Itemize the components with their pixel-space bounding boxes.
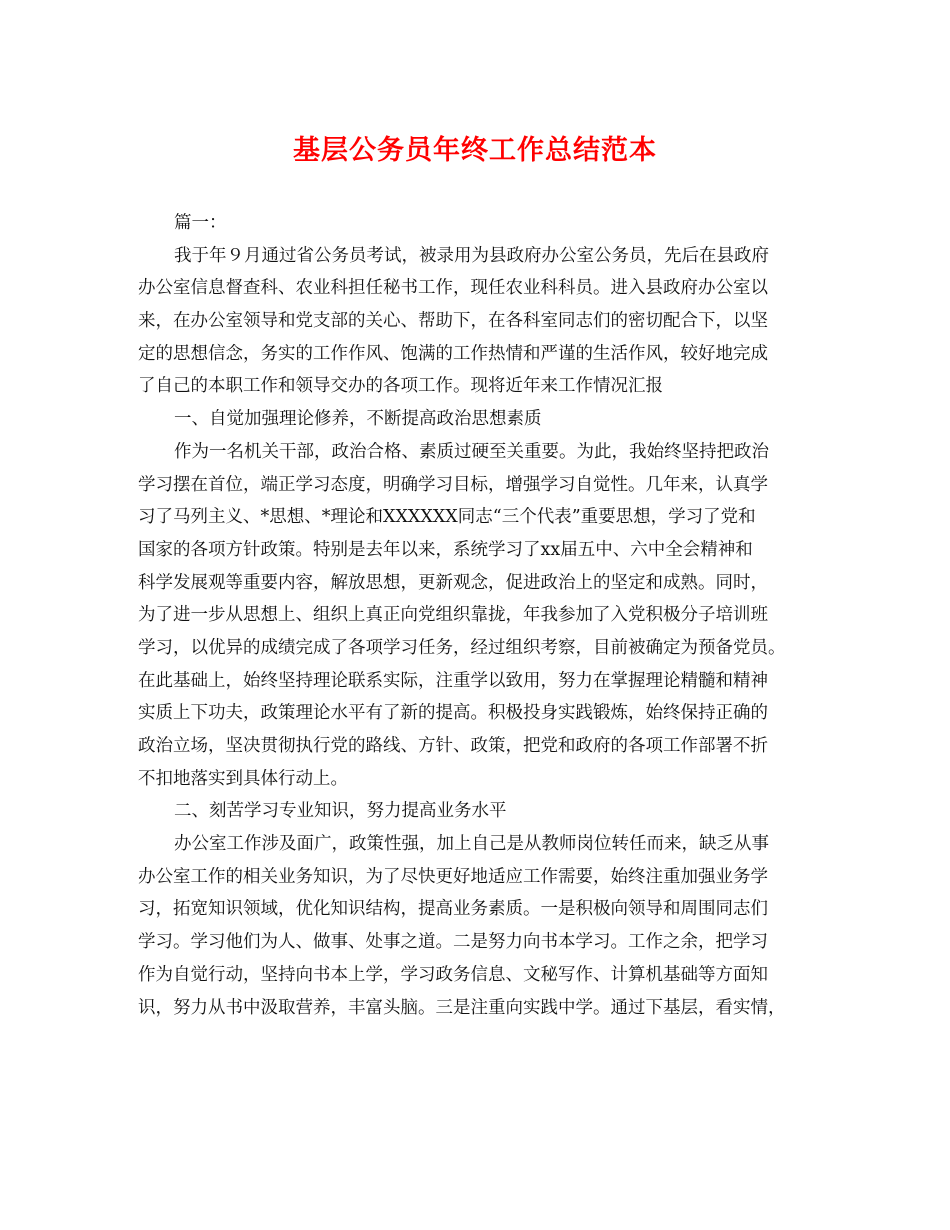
text-line: 来，在办公室领导和党支部的关心、帮助下，在各科室同志们的密切配合下，以坚 bbox=[138, 311, 768, 332]
text-line: 办公室信息督查科、农业科担任秘书工作，现任农业科科员。进入县政府办公室以 bbox=[138, 278, 768, 299]
text-line: 实质上下功夫，政策理论水平有了新的提高。积极投身实践锻炼，始终保持正确的 bbox=[138, 703, 768, 724]
text-line: 作为自觉行动，坚持向书本上学，学习政务信息、文秘写作、计算机基础等方面知 bbox=[138, 964, 768, 985]
text-line: 学习，以优异的成绩完成了各项学习任务，经过组织考察，目前被确定为预备党员。 bbox=[138, 637, 786, 658]
document-title: 基层公务员年终工作总结范本 bbox=[293, 135, 657, 166]
document-body bbox=[138, 207, 828, 1024]
text-line: 国家的各项方针政策。特别是去年以来，系统学习了xx届五中、六中全会精神和 bbox=[138, 539, 753, 560]
text-line: 学习摆在首位，端正学习态度，明确学习目标，增强学习自觉性。几年来，认真学 bbox=[138, 474, 768, 495]
text-line: 我于年９月通过省公务员考试，被录用为县政府办公室公务员，先后在县政府 bbox=[174, 245, 769, 266]
text-line: 识，努力从书中汲取营养，丰富头脑。三是注重向实践中学。通过下基层，看实情， bbox=[138, 997, 786, 1018]
text-line: 办公室工作涉及面广，政策性强，加上自己是从教师岗位转任而来，缺乏从事 bbox=[174, 834, 769, 855]
text-line: 科学发展观等重要内容，解放思想，更新观念，促进政治上的坚定和成熟。同时， bbox=[138, 572, 768, 593]
text-line: 学习。学习他们为人、做事、处事之道。二是努力向书本学习。工作之余，把学习 bbox=[138, 932, 768, 953]
text-line: 办公室工作的相关业务知识，为了尽快更好地适应工作需要，始终注重加强业务学 bbox=[138, 866, 768, 887]
text-line: 为了进一步从思想上、组织上真正向党组织靠拢，年我参加了入党积极分子培训班 bbox=[138, 605, 768, 626]
text-line: 一、自觉加强理论修养，不断提高政治思想素质 bbox=[174, 409, 542, 430]
text-line: 习，拓宽知识领域，优化知识结构，提高业务素质。一是积极向领导和周围同志们 bbox=[138, 899, 768, 920]
text-line: 二、刻苦学习专业知识，努力提高业务水平 bbox=[174, 801, 507, 822]
text-line: 作为一名机关干部，政治合格、素质过硬至关重要。为此，我始终坚持把政治 bbox=[174, 441, 769, 462]
text-line: 了自己的本职工作和领导交办的各项工作。现将近年来工作情况汇报 bbox=[138, 376, 663, 397]
text-line: 篇一： bbox=[174, 213, 227, 233]
text-line: 不扣地落实到具体行动上。 bbox=[138, 768, 348, 789]
text-line: 在此基础上，始终坚持理论联系实际，注重学以致用，努力在掌握理论精髓和精神 bbox=[138, 670, 768, 691]
text-line: 政治立场，坚决贯彻执行党的路线、方针、政策，把党和政府的各项工作部署不折 bbox=[138, 736, 768, 756]
text-line: 习了马列主义、*思想、*理论和XXXXXX同志“三个代表”重要思想，学习了党和 bbox=[138, 507, 756, 528]
text-line: 定的思想信念，务实的工作作风、饱满的工作热情和严谨的生活作风，较好地完成 bbox=[138, 343, 768, 364]
